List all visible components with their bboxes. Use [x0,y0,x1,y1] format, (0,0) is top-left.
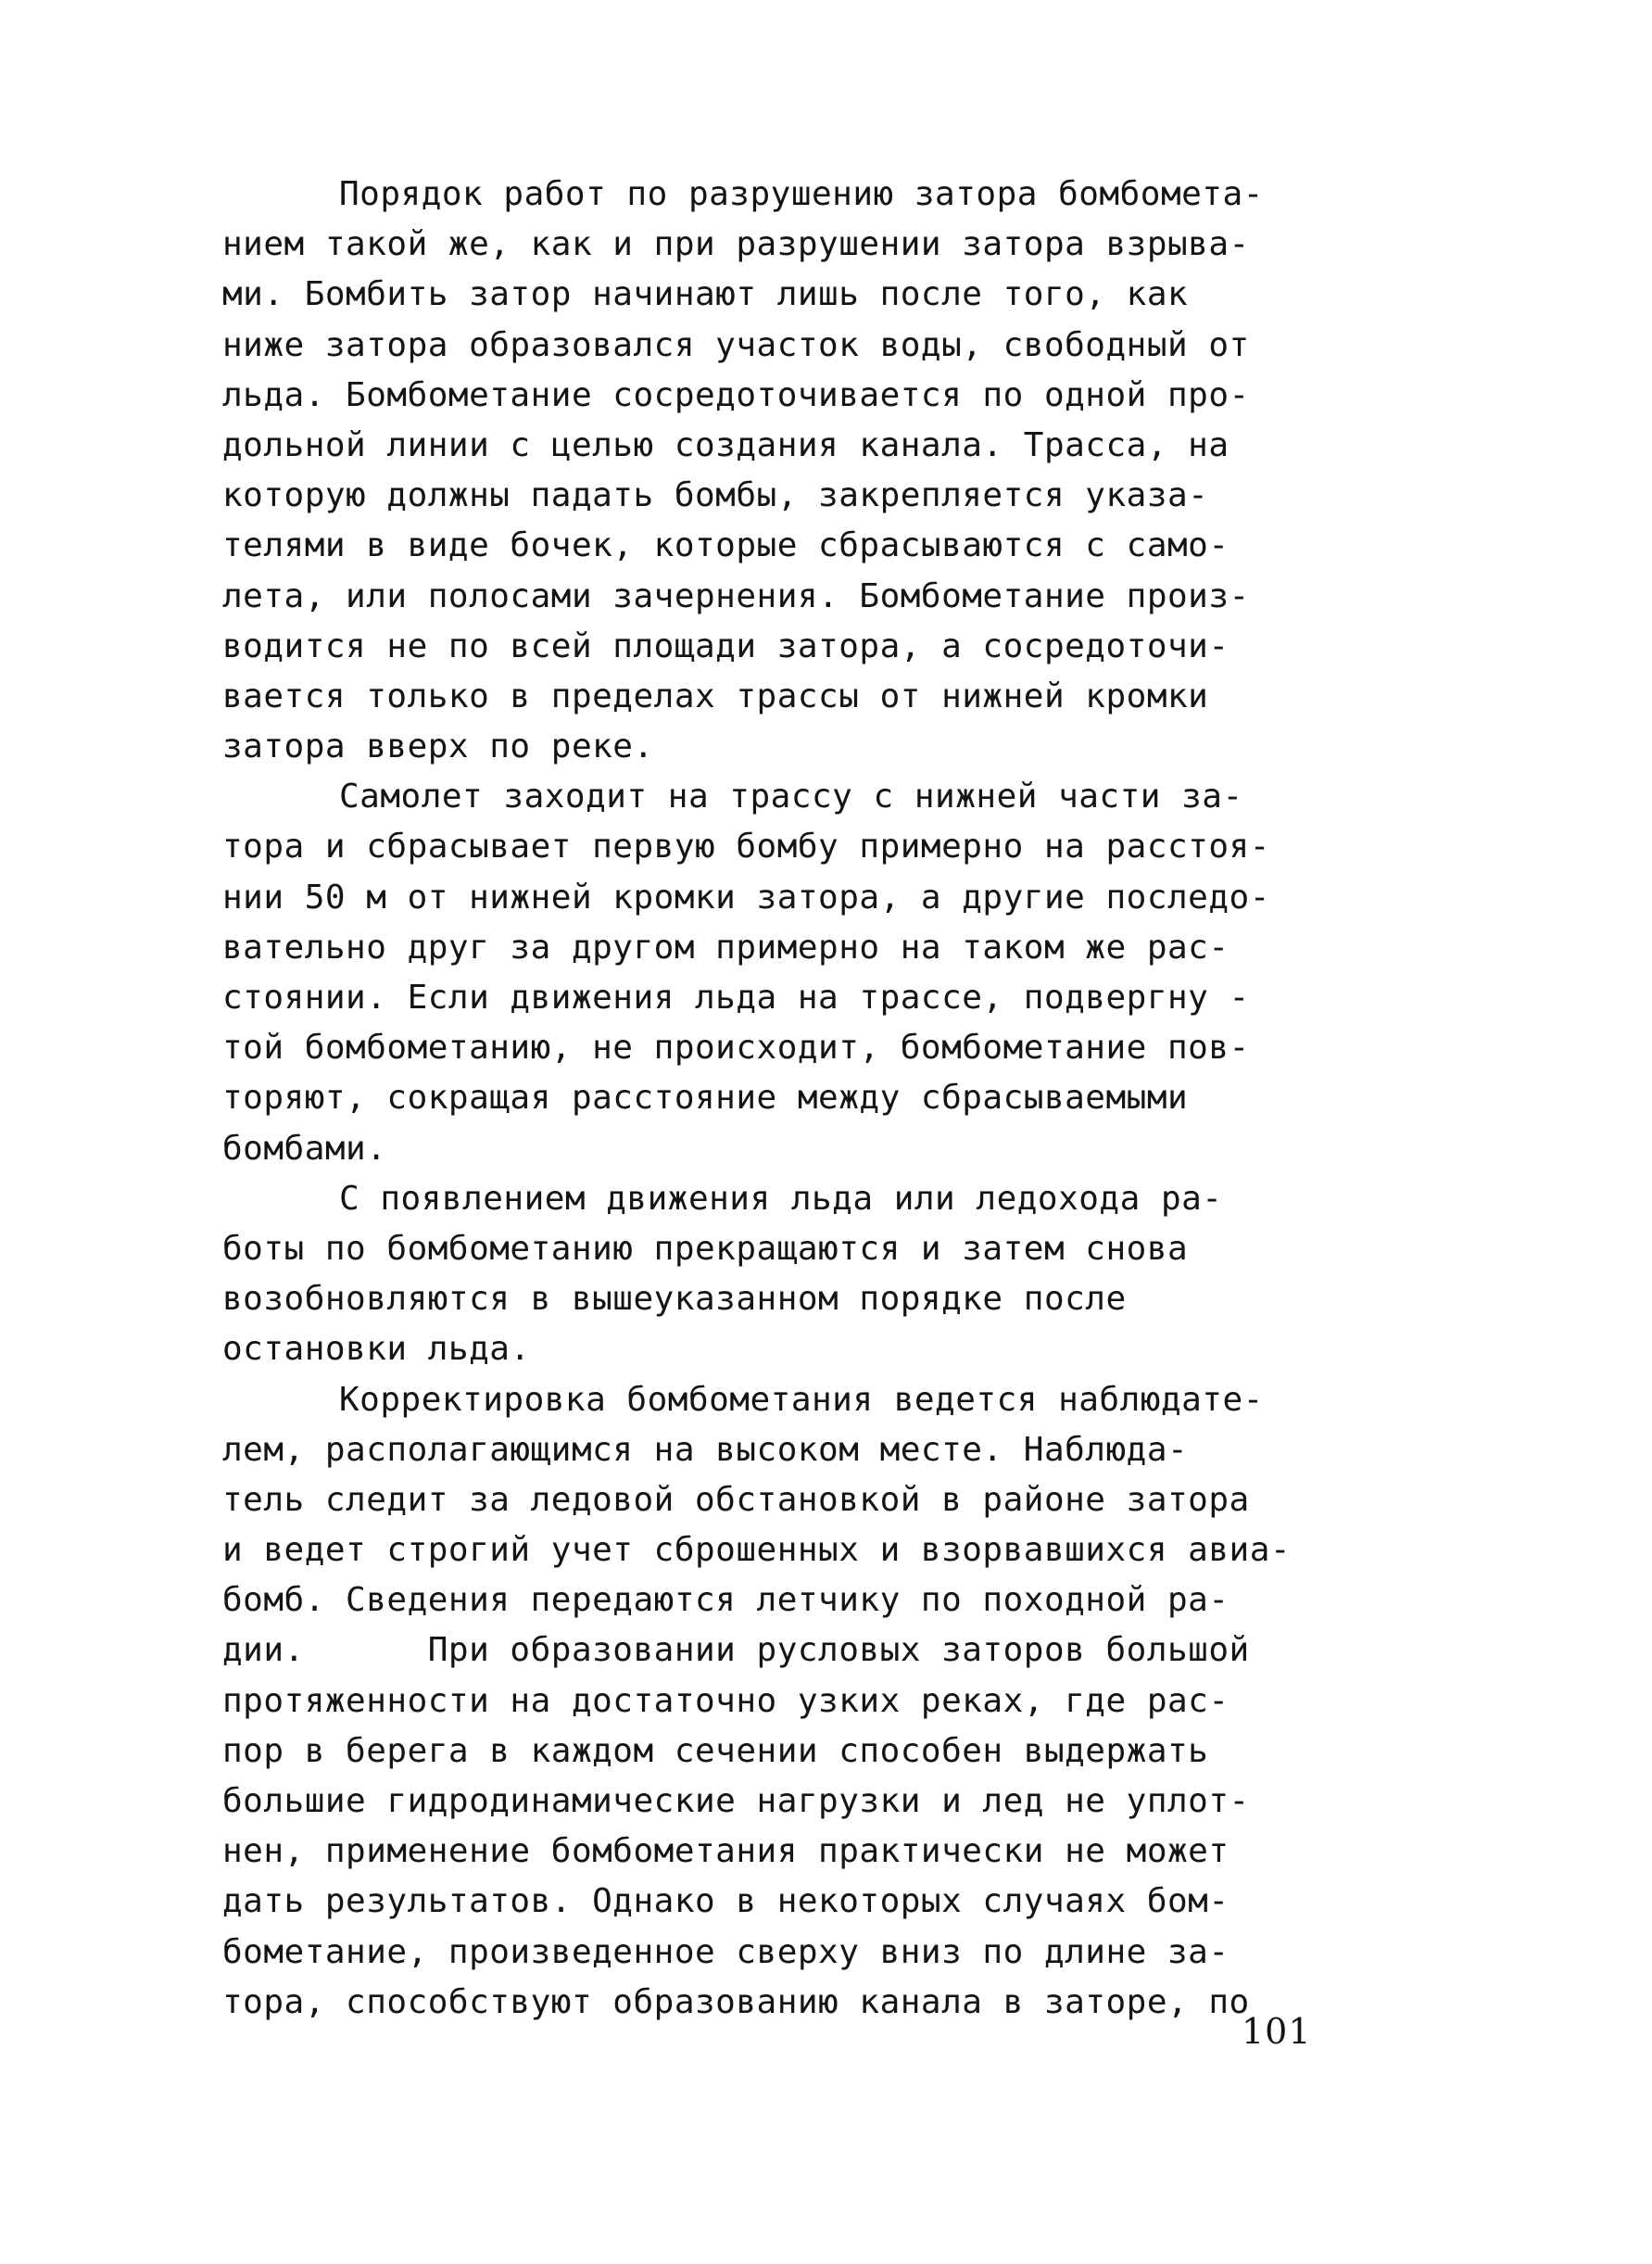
text-line: пор в берега в каждом сечении способен выдержать [222,1731,1209,1770]
body-text [222,170,1418,2028]
text-line: вательно друг за другом примерно на таком же рас- [222,928,1230,967]
text-line: С появлением движения льда или ледохода ра- [339,1179,1223,1218]
text-line: дольной линии с целью создания канала. Трасса, на [222,425,1230,464]
text-line: Самолет заходит на трассу с нижней части за- [339,778,1243,816]
text-line: дать результатов. Однако в некоторых случаях бом- [222,1882,1230,1921]
text-line: остановки льда. [222,1330,531,1369]
paragraph-2 [222,772,1418,1174]
text-line: дии. При образовании русловых заторов большой [222,1631,1250,1670]
text-line: ниже затора образовался участок воды, свободный от [222,325,1250,364]
text-line: боты по бомбометанию прекращаются и затем снова [222,1229,1189,1268]
text-line: телями в виде бочек, которые сбрасываются с само- [222,526,1230,565]
text-line: Порядок работ по разрушению затора бомбомета- [339,175,1264,213]
text-line: тель следит за ледовой обстановкой в районе затора [222,1480,1250,1519]
text-line: торяют, сокращая расстояние между сбрасываемыми [222,1079,1189,1118]
text-line: тора и сбрасывает первую бомбу примерно на расстоя- [222,828,1270,866]
paragraph-4 [222,1375,1418,2028]
text-line: бомбами. [222,1129,387,1168]
text-line: большие гидродинамические нагрузки и лед не уплот- [222,1782,1250,1820]
text-line: ми. Бомбить затор начинают лишь после того, как [222,275,1189,314]
text-line: бомб. Сведения передаются летчику по походной ра- [222,1581,1230,1620]
text-line: лем, располагающимся на высоком месте. Наблюда- [222,1430,1189,1469]
text-line: Корректировка бомбометания ведется наблюдате- [339,1380,1264,1419]
text-line: водится не по всей площади затора, а сосредоточи- [222,626,1230,665]
text-line: лета, или полосами зачернения. Бомбометание произ- [222,576,1250,615]
text-line: протяженности на достаточно узких реках, где рас- [222,1681,1230,1720]
text-line: нии 50 м от нижней кромки затора, а другие последо- [222,878,1270,917]
paragraph-3 [222,1174,1418,1375]
paragraph-1 [222,170,1418,772]
text-line: вается только в пределах трассы от нижней кромки [222,677,1209,715]
text-line: затора вверх по реке. [222,727,654,766]
text-line: возобновляются в вышеуказанном порядке после [222,1280,1127,1319]
text-line: тора, способствуют образованию канала в заторе, по [222,1982,1250,2021]
text-line: и ведет строгий учет сброшенных и взорвавшихся авиа- [222,1531,1292,1570]
text-line: нен, применение бомбометания практически не может [222,1832,1230,1871]
text-line: которую должны падать бомбы, закрепляется указа- [222,476,1209,515]
text-line: нием такой же, как и при разрушении затора взрыва- [222,225,1250,264]
text-line: бометание, произведенное сверху вниз по длине за- [222,1932,1230,1971]
text-line: стоянии. Если движения льда на трассе, подвергну - [222,979,1250,1017]
text-line: той бомбометанию, не происходит, бомбометание пов- [222,1029,1250,1068]
page-number: 101 [1242,2011,1312,2052]
text-line: льда. Бомбометание сосредоточивается по одной про- [222,375,1250,414]
